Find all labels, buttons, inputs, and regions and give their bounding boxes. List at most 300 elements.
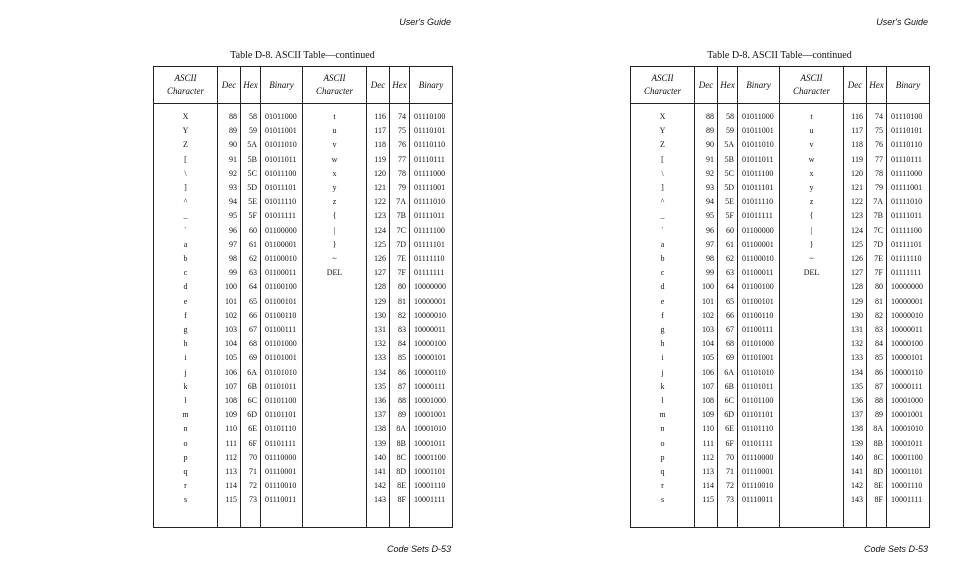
hex-cell: 69 <box>241 351 261 365</box>
table-row <box>631 493 930 507</box>
ascii-char-cell: l <box>661 396 664 406</box>
hex-cell: 81 <box>867 295 887 309</box>
ascii-char-cell: j <box>184 367 187 377</box>
hex-cell: 6F <box>241 437 261 451</box>
hex-cell: 7C <box>390 224 410 238</box>
dec-header: Dec <box>218 67 241 104</box>
binary-cell: 01101000 <box>261 337 303 351</box>
binary-cell: 01011100 <box>261 167 303 181</box>
dec-cell: 123 <box>844 209 867 223</box>
hex-cell: 65 <box>718 295 738 309</box>
dec-cell: 134 <box>367 366 390 380</box>
binary-cell: 01011111 <box>738 209 780 223</box>
binary-cell: 10001011 <box>887 437 930 451</box>
dec-cell: 94 <box>695 195 718 209</box>
dec-cell: 112 <box>218 451 241 465</box>
hex-cell: 8F <box>867 493 887 507</box>
table-row <box>154 437 453 451</box>
table-row <box>631 295 930 309</box>
table-header-row <box>154 67 453 104</box>
table-row <box>631 167 930 181</box>
binary-cell: 01101110 <box>738 422 780 436</box>
hex-cell: 6C <box>718 394 738 408</box>
ascii-char-cell: \ <box>184 168 187 178</box>
table-row <box>154 252 453 266</box>
filler-cell <box>718 508 738 528</box>
dec-cell: 119 <box>367 153 390 167</box>
hex-cell: 6E <box>718 422 738 436</box>
dec-cell: 128 <box>367 280 390 294</box>
hex-cell: 7D <box>390 238 410 252</box>
binary-cell: 01011000 <box>738 104 780 125</box>
binary-cell: 01011100 <box>738 167 780 181</box>
hex-cell: 61 <box>241 238 261 252</box>
hex-cell: 75 <box>390 124 410 138</box>
ascii-char-cell: ` <box>661 225 664 235</box>
hex-cell: 68 <box>718 337 738 351</box>
hex-cell: 83 <box>390 323 410 337</box>
binary-cell: 01110110 <box>410 138 453 152</box>
hex-cell: 7E <box>867 252 887 266</box>
dec-cell: 99 <box>218 266 241 280</box>
hex-cell: 5A <box>241 138 261 152</box>
binary-cell: 10000001 <box>887 295 930 309</box>
table-row <box>631 380 930 394</box>
hex-cell: 66 <box>241 309 261 323</box>
ascii-char-cell: x <box>303 167 367 181</box>
dec-cell: 103 <box>695 323 718 337</box>
hex-cell: 7D <box>867 238 887 252</box>
hex-cell: 5F <box>241 209 261 223</box>
hex-cell: 6B <box>718 380 738 394</box>
binary-cell: 01100111 <box>738 323 780 337</box>
table-row <box>631 238 930 252</box>
dec-cell: 116 <box>844 104 867 125</box>
binary-cell: 01100100 <box>261 280 303 294</box>
table-row <box>631 138 930 152</box>
binary-cell: 10001111 <box>410 493 453 507</box>
ascii-char-cell: s <box>183 495 188 505</box>
binary-cell: 10001110 <box>410 479 453 493</box>
binary-cell: 01111001 <box>410 181 453 195</box>
hex-cell: 88 <box>390 394 410 408</box>
running-footer: Code Sets D-53 <box>386 544 451 554</box>
ascii-char-cell <box>780 493 844 507</box>
table-row <box>631 422 930 436</box>
ascii-char-cell <box>303 451 367 465</box>
ascii-char-cell: k <box>660 381 665 391</box>
hex-cell: 5A <box>718 138 738 152</box>
hex-cell: 8A <box>390 422 410 436</box>
dec-cell: 142 <box>844 479 867 493</box>
binary-cell: 01111011 <box>410 209 453 223</box>
hex-cell: 66 <box>718 309 738 323</box>
table-filler-row <box>631 508 930 528</box>
hex-cell: 62 <box>241 252 261 266</box>
dec-cell: 139 <box>844 437 867 451</box>
dec-cell: 142 <box>367 479 390 493</box>
dec-header: Dec <box>367 67 390 104</box>
dec-cell: 132 <box>844 337 867 351</box>
hex-cell: 86 <box>867 366 887 380</box>
hex-cell: 7E <box>390 252 410 266</box>
dec-cell: 109 <box>218 408 241 422</box>
ascii-char-cell: y <box>780 181 844 195</box>
hex-cell: 79 <box>867 181 887 195</box>
binary-cell: 01101011 <box>738 380 780 394</box>
ascii-char-cell: q <box>660 467 665 477</box>
filler-cell <box>154 508 218 528</box>
ascii-character-header: ASCII Character <box>303 67 367 104</box>
binary-cell: 01110100 <box>887 104 930 125</box>
hex-cell: 5D <box>718 181 738 195</box>
dec-cell: 98 <box>695 252 718 266</box>
binary-cell: 10000100 <box>887 337 930 351</box>
binary-cell: 01111111 <box>887 266 930 280</box>
table-row <box>631 465 930 479</box>
dec-cell: 101 <box>695 295 718 309</box>
hex-header: Hex <box>867 67 887 104</box>
binary-cell: 10000010 <box>887 309 930 323</box>
dec-cell: 124 <box>367 224 390 238</box>
ascii-char-cell <box>303 337 367 351</box>
ascii-char-cell <box>780 479 844 493</box>
dec-cell: 102 <box>695 309 718 323</box>
filler-cell <box>261 508 303 528</box>
binary-cell: 01100111 <box>261 323 303 337</box>
table-row <box>631 124 930 138</box>
hex-cell: 5C <box>241 167 261 181</box>
hex-cell: 7B <box>390 209 410 223</box>
dec-cell: 90 <box>695 138 718 152</box>
binary-cell: 01011001 <box>738 124 780 138</box>
dec-cell: 94 <box>218 195 241 209</box>
ascii-char-cell: a <box>660 239 665 249</box>
table-row <box>154 295 453 309</box>
table-row <box>154 167 453 181</box>
dec-cell: 106 <box>695 366 718 380</box>
hex-cell: 88 <box>867 394 887 408</box>
dec-cell: 105 <box>218 351 241 365</box>
hex-cell: 6A <box>718 366 738 380</box>
dec-cell: 138 <box>367 422 390 436</box>
binary-cell: 01110101 <box>887 124 930 138</box>
table-row <box>631 266 930 280</box>
dec-cell: 115 <box>695 493 718 507</box>
hex-cell: 7A <box>867 195 887 209</box>
hex-cell: 8C <box>867 451 887 465</box>
ascii-char-cell: y <box>303 181 367 195</box>
table-row <box>154 323 453 337</box>
table-caption: Table D-8. ASCII Table—continued <box>230 50 375 61</box>
dec-cell: 125 <box>844 238 867 252</box>
dec-cell: 115 <box>218 493 241 507</box>
ascii-char-cell: e <box>660 296 665 306</box>
dec-cell: 129 <box>367 295 390 309</box>
dec-cell: 95 <box>218 209 241 223</box>
ascii-char-cell <box>303 380 367 394</box>
binary-cell: 10001111 <box>887 493 930 507</box>
hex-cell: 84 <box>390 337 410 351</box>
table-row <box>631 104 930 125</box>
hex-cell: 62 <box>718 252 738 266</box>
dec-cell: 114 <box>218 479 241 493</box>
table-row <box>631 252 930 266</box>
dec-cell: 112 <box>695 451 718 465</box>
ascii-char-cell <box>780 451 844 465</box>
table-row <box>154 280 453 294</box>
table-row <box>154 104 453 125</box>
ascii-char-cell <box>780 366 844 380</box>
dec-cell: 127 <box>844 266 867 280</box>
dec-cell: 106 <box>218 366 241 380</box>
dec-cell: 100 <box>218 280 241 294</box>
ascii-char-cell: \ <box>661 168 664 178</box>
hex-cell: 72 <box>718 479 738 493</box>
ascii-char-cell: [ <box>184 154 187 164</box>
dec-cell: 133 <box>844 351 867 365</box>
dec-cell: 96 <box>218 224 241 238</box>
binary-cell: 10000010 <box>410 309 453 323</box>
ascii-char-cell: Z <box>183 140 188 150</box>
dec-cell: 107 <box>218 380 241 394</box>
binary-cell: 01100001 <box>261 238 303 252</box>
binary-cell: 01101001 <box>261 351 303 365</box>
table-row <box>631 224 930 238</box>
hex-cell: 5E <box>718 195 738 209</box>
ascii-char-cell: ^ <box>183 197 188 207</box>
binary-cell: 10000000 <box>887 280 930 294</box>
binary-cell: 01011010 <box>738 138 780 152</box>
hex-cell: 6E <box>241 422 261 436</box>
ascii-char-cell: w <box>780 153 844 167</box>
dec-cell: 127 <box>367 266 390 280</box>
filler-cell <box>780 508 844 528</box>
hex-cell: 58 <box>241 104 261 125</box>
dec-cell: 132 <box>367 337 390 351</box>
hex-cell: 85 <box>867 351 887 365</box>
hex-cell: 70 <box>241 451 261 465</box>
ascii-char-cell: ~ <box>780 252 844 266</box>
hex-cell: 61 <box>718 238 738 252</box>
ascii-char-cell: l <box>184 396 187 406</box>
binary-cell: 01110111 <box>410 153 453 167</box>
hex-cell: 69 <box>718 351 738 365</box>
ascii-char-cell: c <box>660 268 665 278</box>
ascii-char-cell: v <box>780 138 844 152</box>
ascii-char-cell: k <box>183 381 188 391</box>
dec-cell: 123 <box>367 209 390 223</box>
filler-cell <box>738 508 780 528</box>
binary-cell: 01111101 <box>410 238 453 252</box>
ascii-char-cell: o <box>660 438 665 448</box>
hex-cell: 63 <box>241 266 261 280</box>
hex-cell: 8B <box>390 437 410 451</box>
ascii-char-cell: c <box>183 268 188 278</box>
dec-cell: 93 <box>695 181 718 195</box>
table-row <box>154 394 453 408</box>
table-filler-row <box>154 508 453 528</box>
binary-cell: 01100101 <box>261 295 303 309</box>
filler-cell <box>631 508 695 528</box>
dec-cell: 88 <box>218 104 241 125</box>
hex-cell: 87 <box>867 380 887 394</box>
binary-cell: 10000101 <box>887 351 930 365</box>
hex-cell: 86 <box>390 366 410 380</box>
dec-cell: 120 <box>367 167 390 181</box>
binary-cell: 01110111 <box>887 153 930 167</box>
binary-cell: 01100110 <box>738 309 780 323</box>
binary-cell: 10000110 <box>887 366 930 380</box>
running-header: User's Guide <box>399 17 451 27</box>
hex-cell: 63 <box>718 266 738 280</box>
table-row <box>154 209 453 223</box>
binary-header: Binary <box>410 67 453 104</box>
table-caption: Table D-8. ASCII Table—continued <box>707 50 852 61</box>
hex-cell: 6F <box>718 437 738 451</box>
binary-header: Binary <box>261 67 303 104</box>
filler-cell <box>218 508 241 528</box>
dec-cell: 105 <box>695 351 718 365</box>
hex-cell: 6B <box>241 380 261 394</box>
binary-cell: 10000000 <box>410 280 453 294</box>
ascii-char-cell: ` <box>184 225 187 235</box>
binary-cell: 10000111 <box>887 380 930 394</box>
dec-cell: 92 <box>695 167 718 181</box>
hex-cell: 58 <box>718 104 738 125</box>
dec-header: Dec <box>695 67 718 104</box>
dec-cell: 136 <box>367 394 390 408</box>
filler-cell <box>367 508 390 528</box>
hex-cell: 73 <box>718 493 738 507</box>
binary-cell: 01110101 <box>410 124 453 138</box>
binary-cell: 01101111 <box>261 437 303 451</box>
table-row <box>631 181 930 195</box>
ascii-char-cell: ^ <box>660 197 665 207</box>
dec-cell: 91 <box>218 153 241 167</box>
binary-cell: 01110000 <box>738 451 780 465</box>
dec-cell: 124 <box>844 224 867 238</box>
dec-cell: 91 <box>695 153 718 167</box>
ascii-char-cell: e <box>183 296 188 306</box>
ascii-char-cell: s <box>660 495 665 505</box>
ascii-char-cell: { <box>780 209 844 223</box>
hex-cell: 73 <box>241 493 261 507</box>
ascii-char-cell: p <box>660 452 665 462</box>
dec-cell: 118 <box>367 138 390 152</box>
ascii-char-cell: DEL <box>303 266 367 280</box>
filler-cell <box>695 508 718 528</box>
ascii-char-cell: m <box>182 410 189 420</box>
binary-cell: 10000100 <box>410 337 453 351</box>
hex-cell: 5D <box>241 181 261 195</box>
hex-cell: 87 <box>390 380 410 394</box>
hex-cell: 60 <box>718 224 738 238</box>
dec-cell: 119 <box>844 153 867 167</box>
ascii-char-cell <box>780 351 844 365</box>
hex-cell: 70 <box>718 451 738 465</box>
ascii-char-cell <box>780 295 844 309</box>
ascii-character-header: ASCII Character <box>780 67 844 104</box>
binary-cell: 01100011 <box>261 266 303 280</box>
dec-cell: 126 <box>367 252 390 266</box>
dec-cell: 117 <box>844 124 867 138</box>
table-row <box>154 479 453 493</box>
hex-cell: 6D <box>241 408 261 422</box>
dec-cell: 131 <box>844 323 867 337</box>
ascii-char-cell <box>780 437 844 451</box>
ascii-char-cell: u <box>780 124 844 138</box>
dec-cell: 96 <box>695 224 718 238</box>
hex-cell: 74 <box>390 104 410 125</box>
table-row <box>631 451 930 465</box>
table-row <box>631 323 930 337</box>
binary-cell: 01100010 <box>738 252 780 266</box>
binary-cell: 01100101 <box>738 295 780 309</box>
binary-cell: 01110100 <box>410 104 453 125</box>
ascii-char-cell: i <box>661 353 664 363</box>
table-row <box>631 153 930 167</box>
dec-cell: 141 <box>844 465 867 479</box>
ascii-table <box>153 66 453 528</box>
dec-cell: 143 <box>844 493 867 507</box>
dec-cell: 137 <box>844 408 867 422</box>
binary-cell: 01101110 <box>261 422 303 436</box>
ascii-character-header: ASCII Character <box>631 67 695 104</box>
dec-cell: 88 <box>695 104 718 125</box>
binary-cell: 01100010 <box>261 252 303 266</box>
binary-header: Binary <box>738 67 780 104</box>
hex-cell: 64 <box>241 280 261 294</box>
hex-cell: 77 <box>867 153 887 167</box>
ascii-char-cell: DEL <box>780 266 844 280</box>
ascii-char-cell: x <box>780 167 844 181</box>
dec-cell: 111 <box>695 437 718 451</box>
binary-cell: 01100100 <box>738 280 780 294</box>
hex-header: Hex <box>241 67 261 104</box>
ascii-char-cell: n <box>660 424 665 434</box>
binary-cell: 01101100 <box>738 394 780 408</box>
ascii-char-cell: | <box>780 224 844 238</box>
table-row <box>154 153 453 167</box>
ascii-char-cell: Y <box>659 126 666 136</box>
hex-cell: 6C <box>241 394 261 408</box>
dec-cell: 98 <box>218 252 241 266</box>
ascii-char-cell: g <box>660 325 665 335</box>
hex-cell: 8E <box>390 479 410 493</box>
binary-cell: 01100110 <box>261 309 303 323</box>
ascii-char-cell: o <box>183 438 188 448</box>
table-row <box>154 224 453 238</box>
table-row <box>154 465 453 479</box>
hex-cell: 5C <box>718 167 738 181</box>
table-row <box>154 380 453 394</box>
hex-cell: 59 <box>241 124 261 138</box>
hex-cell: 6D <box>718 408 738 422</box>
dec-cell: 141 <box>367 465 390 479</box>
binary-cell: 01011110 <box>261 195 303 209</box>
table-row <box>154 124 453 138</box>
ascii-char-cell: q <box>183 467 188 477</box>
hex-header: Hex <box>718 67 738 104</box>
binary-cell: 01110000 <box>261 451 303 465</box>
hex-cell: 77 <box>390 153 410 167</box>
ascii-char-cell: | <box>303 224 367 238</box>
ascii-char-cell: t <box>780 104 844 125</box>
hex-cell: 79 <box>390 181 410 195</box>
ascii-char-cell <box>303 280 367 294</box>
ascii-char-cell: w <box>303 153 367 167</box>
